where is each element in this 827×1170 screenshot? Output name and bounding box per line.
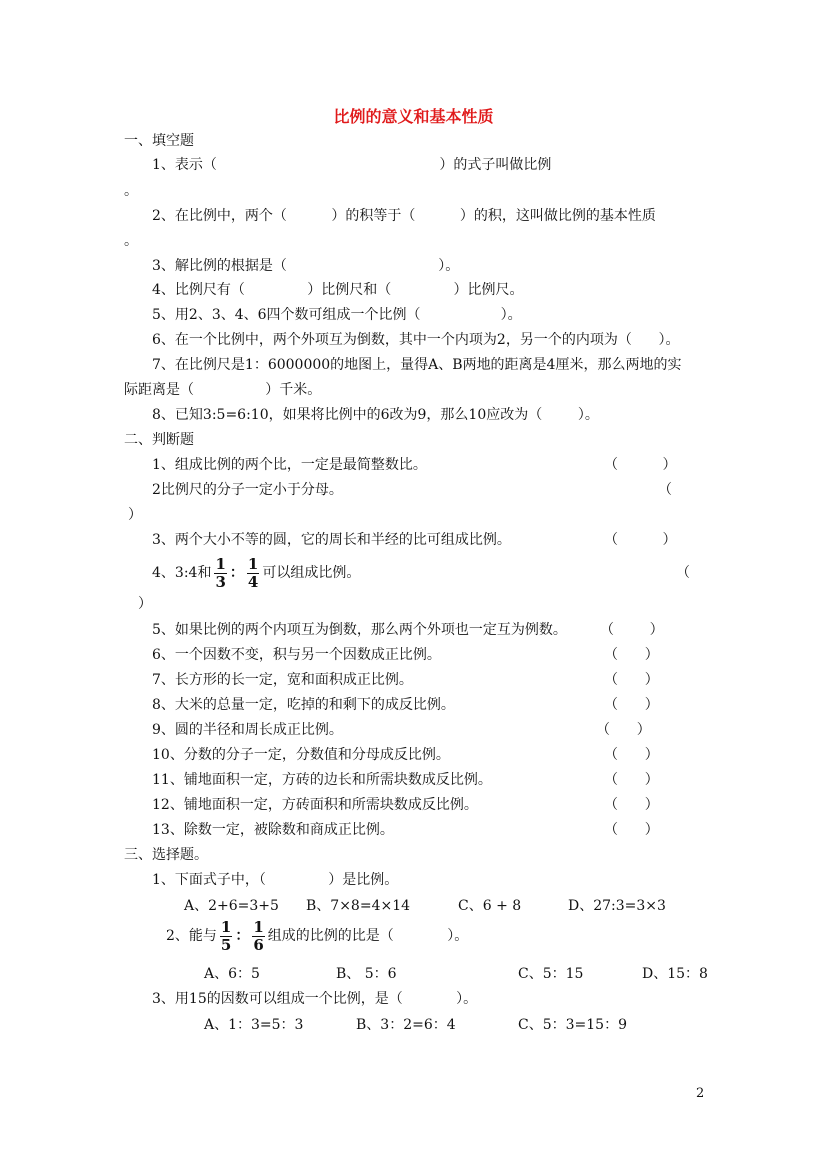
fill-q6: 6、在一个比例中，两个外项互为倒数，其中一个内项为2，另一个的内项为（ ）。 xyxy=(152,332,680,348)
judge-q6: 6、一个因数不变，积与另一个因数成正比例。 xyxy=(152,647,441,663)
judge-q5-answer: （ ） xyxy=(600,622,664,638)
fill-q8: 8、已知3:5=6:10，如果将比例中的6改为9，那么10应改为（ ）。 xyxy=(152,407,599,423)
judge-q11-answer: （ ） xyxy=(604,772,659,788)
section-heading-judge: 二、判断题 xyxy=(124,432,194,448)
judge-q4-text-a: 4、3:4和 xyxy=(152,565,212,581)
judge-q11: 11、铺地面积一定，方砖的边长和所需块数成反比例。 xyxy=(152,772,492,788)
judge-q9: 9、圆的半径和周长成正比例。 xyxy=(152,722,343,738)
choice-q1-option-a: A、2+6=3+5 xyxy=(184,898,279,914)
judge-q10-answer: （ ） xyxy=(604,747,659,763)
choice-q3-option-b: B、3：2=6：4 xyxy=(356,1017,456,1033)
judge-q2-answer-open: （ xyxy=(658,482,672,498)
choice-q1-option-c: C、6 + 8 xyxy=(458,898,522,914)
fraction-one-quarter: $\frac{1}{4}$ xyxy=(247,554,259,591)
choice-q2-text-a: 2、能与 xyxy=(166,928,217,944)
fill-q2: 2、在比例中，两个（ ）的积等于（ ）的积，这叫做比例的基本性质 xyxy=(152,208,656,224)
judge-q13-answer: （ ） xyxy=(604,822,659,838)
fill-q7-end: 际距离是（ ）千米。 xyxy=(124,382,322,398)
fill-q5: 5、用2、3、4、6四个数可组成一个比例（ ）。 xyxy=(152,307,522,323)
page-number: 2 xyxy=(696,1086,705,1101)
fraction-one-fifth: $\frac{1}{5}$ xyxy=(220,917,232,954)
choice-q3: 3、用15的因数可以组成一个比例，是（ ）。 xyxy=(152,991,478,1007)
judge-q1: 1、组成比例的两个比，一定是最简整数比。 xyxy=(152,457,427,473)
judge-q4-answer-close: ） xyxy=(138,596,152,612)
judge-q5: 5、如果比例的两个内项互为倒数，那么两个外项也一定互为例数。 xyxy=(152,622,567,638)
fill-q3: 3、解比例的根据是（ ）。 xyxy=(152,258,460,274)
fill-q2-end: 。 xyxy=(124,233,138,249)
ratio-colon: ： xyxy=(229,565,244,581)
judge-q3: 3、两个大小不等的圆，它的周长和半经的比可组成比例。 xyxy=(152,532,511,548)
fraction-one-third: $\frac{1}{3}$ xyxy=(215,554,226,591)
judge-q8-answer: （ ） xyxy=(604,697,659,713)
judge-q9-answer: （ ） xyxy=(596,722,651,738)
judge-q4-text-b: 可以组成比例。 xyxy=(262,565,361,581)
section-heading-fill: 一、填空题 xyxy=(124,133,194,149)
fraction-one-sixth: $\frac{1}{6}$ xyxy=(253,917,264,954)
judge-q7: 7、长方形的长一定，宽和面积成正比例。 xyxy=(152,672,413,688)
judge-q12-answer: （ ） xyxy=(604,797,659,813)
choice-q1-option-b: B、7×8=4×14 xyxy=(306,898,411,914)
ratio-colon: ： xyxy=(235,928,250,944)
judge-q4-answer-open: （ xyxy=(676,565,690,581)
choice-q2-option-d: D、15：8 xyxy=(642,966,708,982)
judge-q7-answer: （ ） xyxy=(604,672,659,688)
judge-q8: 8、大米的总量一定，吃掉的和剩下的成反比例。 xyxy=(152,697,455,713)
page-title: 比例的意义和基本性质 xyxy=(333,107,494,126)
choice-q2-text-b: 组成的比例的比是（ ）。 xyxy=(267,928,469,944)
choice-q3-option-c: C、5：3=15：9 xyxy=(518,1017,627,1033)
choice-q1-option-d: D、27:3=3×3 xyxy=(568,898,666,914)
judge-q4 xyxy=(152,553,360,593)
section-heading-choice: 三、选择题。 xyxy=(124,847,208,863)
choice-q3-option-a: A、1：3=5：3 xyxy=(204,1017,304,1033)
judge-q13: 13、除数一定，被除数和商成正比例。 xyxy=(152,822,394,838)
fill-q1-end: 。 xyxy=(124,183,138,199)
judge-q2-answer-close: ） xyxy=(128,507,142,523)
judge-q2: 2比例尺的分子一定小于分母。 xyxy=(152,482,343,498)
choice-q1: 1、下面式子中，（ ）是比例。 xyxy=(152,872,399,888)
choice-q2-option-b: B、 5：6 xyxy=(336,966,397,982)
fill-q1: 1、表示（ ）的式子叫做比例 xyxy=(152,157,552,173)
judge-q3-answer: （ ） xyxy=(604,532,677,548)
choice-q2-option-c: C、5：15 xyxy=(518,966,584,982)
judge-q10: 10、分数的分子一定，分数值和分母成反比例。 xyxy=(152,747,450,763)
choice-q2 xyxy=(166,916,468,956)
choice-q2-option-a: A、6：5 xyxy=(204,966,260,982)
judge-q6-answer: （ ） xyxy=(604,647,659,663)
fill-q4: 4、比例尺有（ ）比例尺和（ ）比例尺。 xyxy=(152,282,524,298)
judge-q1-answer: （ ） xyxy=(604,457,677,473)
fill-q7: 7、在比例尺是1：6000000的地图上，量得A、B两地的距离是4厘米，那么两地的实 xyxy=(152,357,682,373)
judge-q12: 12、铺地面积一定，方砖面积和所需块数成反比例。 xyxy=(152,797,478,813)
